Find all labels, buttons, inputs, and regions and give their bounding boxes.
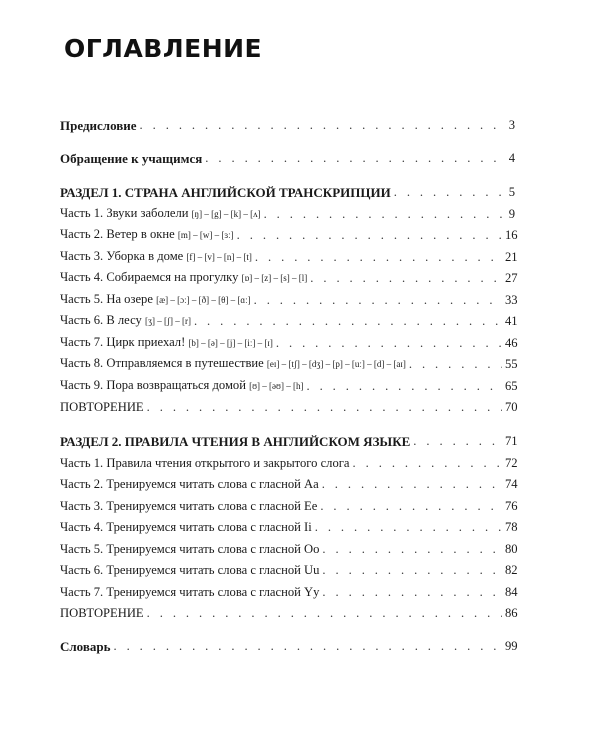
dot-leader bbox=[315, 520, 502, 535]
toc-page-number: 99 bbox=[505, 639, 518, 653]
toc-entry[interactable] bbox=[60, 377, 518, 394]
dot-leader bbox=[237, 228, 502, 243]
toc-entry-title: ПОВТОРЕНИЕ bbox=[60, 606, 144, 620]
toc-entry-label: Часть 1. Звуки заболели bbox=[60, 205, 189, 220]
phonetic-sounds: [ɒ] – [z] – [s] – [l] bbox=[241, 273, 308, 283]
dot-leader bbox=[322, 542, 502, 557]
dot-leader bbox=[322, 563, 502, 578]
toc-page-number: 16 bbox=[505, 228, 518, 242]
toc-entry-title bbox=[60, 356, 406, 372]
toc-section-title: РАЗДЕЛ 2. ПРАВИЛА ЧТЕНИЯ В АНГЛИЙСКОМ ЯЗЫКЕ bbox=[60, 434, 411, 449]
toc-section-2[interactable] bbox=[60, 434, 518, 449]
toc-page-number: 46 bbox=[505, 335, 518, 350]
toc-page-number: 74 bbox=[505, 477, 518, 491]
toc-section-title: РАЗДЕЛ 1. СТРАНА АНГЛИЙСКОЙ ТРАНСКРИПЦИИ bbox=[60, 185, 391, 200]
section-2-parts bbox=[60, 455, 518, 600]
toc-page-number: 41 bbox=[505, 314, 518, 328]
toc-entry[interactable] bbox=[60, 248, 518, 265]
toc-page-number: 65 bbox=[505, 378, 518, 393]
toc-entry-preface[interactable] bbox=[60, 118, 515, 133]
toc-entry-title bbox=[60, 249, 252, 265]
toc-entry[interactable] bbox=[60, 455, 518, 471]
toc-entry-address[interactable] bbox=[60, 151, 515, 166]
toc-entry-label: Часть 2. Ветер в окне bbox=[60, 227, 175, 241]
toc-entry-title bbox=[60, 585, 319, 600]
toc-page-number: 3 bbox=[508, 118, 515, 132]
dot-leader bbox=[140, 118, 502, 133]
toc-entry-title bbox=[60, 378, 303, 394]
phonetic-sounds: [b] – [ə] – [j] – [iː] – [ɪ] bbox=[188, 337, 273, 348]
dot-leader bbox=[255, 250, 502, 265]
toc-entry-title bbox=[60, 499, 317, 514]
toc-entry-review-2[interactable] bbox=[60, 606, 518, 621]
section-1-parts bbox=[60, 205, 518, 394]
toc-entry-dictionary[interactable] bbox=[60, 639, 518, 654]
toc-page-number: 5 bbox=[508, 185, 515, 199]
toc-entry[interactable] bbox=[60, 584, 518, 600]
toc-page-number: 70 bbox=[505, 400, 518, 414]
toc-entry-title bbox=[60, 542, 319, 557]
toc-entry[interactable] bbox=[60, 227, 518, 243]
dot-leader bbox=[194, 314, 502, 329]
toc-page-number: 72 bbox=[505, 455, 518, 470]
toc-entry[interactable] bbox=[60, 270, 518, 286]
dot-leader bbox=[147, 606, 502, 621]
phonetic-sounds: [eɪ] – [tʃ] – [dʒ] – [p] – [uː] – [d] – [aɪ] bbox=[266, 359, 406, 369]
dot-leader bbox=[322, 585, 502, 600]
toc-entry-title: ПОВТОРЕНИЕ bbox=[60, 400, 144, 414]
toc-entry[interactable] bbox=[60, 356, 518, 372]
phonetic-sounds: [ʊ] – [əʊ] – [h] bbox=[249, 380, 304, 391]
toc-entry-label: Часть 3. Тренируемся читать слова с гласной Ee bbox=[60, 498, 318, 513]
page-title: ОГЛАВЛЕНИЕ bbox=[64, 34, 263, 63]
dot-leader bbox=[310, 271, 502, 286]
dot-leader bbox=[320, 499, 502, 514]
toc-entry-label: Часть 2. Тренируемся читать слова с гласной Aa bbox=[60, 477, 319, 491]
toc-entry-title bbox=[60, 563, 319, 578]
toc-section-1[interactable] bbox=[60, 185, 515, 200]
toc-entry-title: Предисловие bbox=[60, 118, 137, 133]
toc-entry-label: Часть 5. На озере bbox=[60, 291, 153, 306]
toc-entry[interactable] bbox=[60, 498, 518, 514]
toc-entry-label: Часть 5. Тренируемся читать слова с гласной Oo bbox=[60, 541, 320, 556]
toc-page-number: 55 bbox=[505, 357, 518, 371]
toc-page-number: 21 bbox=[505, 249, 518, 264]
toc-entry-label: Часть 6. В лесу bbox=[60, 313, 142, 327]
toc-entry[interactable] bbox=[60, 520, 518, 535]
toc-entry-label: Часть 7. Тренируемся читать слова с гласной Yy bbox=[60, 584, 320, 599]
toc-entry-title bbox=[60, 456, 350, 471]
toc-entry-title bbox=[60, 292, 251, 308]
toc-entry[interactable] bbox=[60, 313, 518, 329]
phonetic-sounds: [ʒ] – [ʃ] – [r] bbox=[144, 316, 191, 326]
toc-entry[interactable] bbox=[60, 477, 518, 492]
toc-page-number: 27 bbox=[505, 271, 518, 285]
toc-entry-label: Часть 4. Собираемся на прогулку bbox=[60, 270, 239, 284]
dot-leader bbox=[147, 400, 502, 415]
dot-leader bbox=[409, 357, 502, 372]
toc-entry-label: Часть 7. Цирк приехал! bbox=[60, 334, 186, 349]
toc-entry[interactable] bbox=[60, 563, 518, 578]
dot-leader bbox=[264, 207, 502, 222]
toc-entry-title bbox=[60, 270, 307, 286]
toc-page-number: 82 bbox=[505, 563, 518, 577]
table-of-contents bbox=[60, 118, 518, 654]
toc-entry[interactable] bbox=[60, 541, 518, 557]
toc-entry[interactable] bbox=[60, 207, 515, 222]
toc-entry-label: Часть 8. Отправляемся в путешествие bbox=[60, 356, 264, 370]
toc-entry-label: Часть 3. Уборка в доме bbox=[60, 248, 184, 263]
toc-page-number: 76 bbox=[505, 498, 518, 513]
toc-page-number: 71 bbox=[505, 434, 518, 448]
toc-entry-title bbox=[60, 313, 191, 329]
dot-leader bbox=[353, 456, 502, 471]
toc-entry-title bbox=[60, 227, 234, 243]
dot-leader bbox=[113, 639, 502, 654]
toc-entry-title bbox=[60, 520, 312, 535]
toc-entry-title: Обращение к учащимся bbox=[60, 151, 203, 166]
dot-leader bbox=[394, 185, 502, 200]
toc-entry[interactable] bbox=[60, 291, 518, 308]
toc-page-number: 33 bbox=[505, 292, 518, 307]
toc-entry-label: Часть 4. Тренируемся читать слова с гласной Ii bbox=[60, 520, 312, 534]
toc-entry-title: Словарь bbox=[60, 639, 111, 654]
toc-page-number: 4 bbox=[508, 151, 515, 165]
toc-entry-label: Часть 1. Правила чтения открытого и закрытого слога bbox=[60, 455, 350, 470]
phonetic-sounds: [æ] – [ɔː] – [ð] – [θ] – [ɑː] bbox=[156, 294, 251, 305]
toc-page-number: 78 bbox=[505, 520, 518, 534]
toc-page-number: 86 bbox=[505, 606, 518, 620]
toc-entry-title bbox=[60, 206, 261, 222]
dot-leader bbox=[276, 336, 502, 351]
dot-leader bbox=[413, 434, 502, 449]
phonetic-sounds: [f] – [v] – [n] – [t] bbox=[186, 251, 252, 262]
toc-entry-title bbox=[60, 477, 319, 492]
phonetic-sounds: [m] – [w] – [ɜː] bbox=[177, 230, 234, 240]
dot-leader bbox=[254, 293, 502, 308]
toc-page-number: 9 bbox=[508, 206, 515, 221]
toc-page-number: 84 bbox=[505, 584, 518, 599]
dot-leader bbox=[205, 151, 502, 166]
toc-entry-review-1[interactable] bbox=[60, 400, 518, 415]
toc-entry-label: Часть 9. Пора возвращаться домой bbox=[60, 377, 246, 392]
dot-leader bbox=[322, 477, 502, 492]
dot-leader bbox=[306, 379, 502, 394]
toc-entry-label: Часть 6. Тренируемся читать слова с гласной Uu bbox=[60, 563, 320, 577]
phonetic-sounds: [ŋ] – [g] – [k] – [ʌ] bbox=[191, 208, 261, 219]
toc-entry-title bbox=[60, 335, 273, 351]
toc-entry[interactable] bbox=[60, 334, 518, 351]
toc-page-number: 80 bbox=[505, 541, 518, 556]
